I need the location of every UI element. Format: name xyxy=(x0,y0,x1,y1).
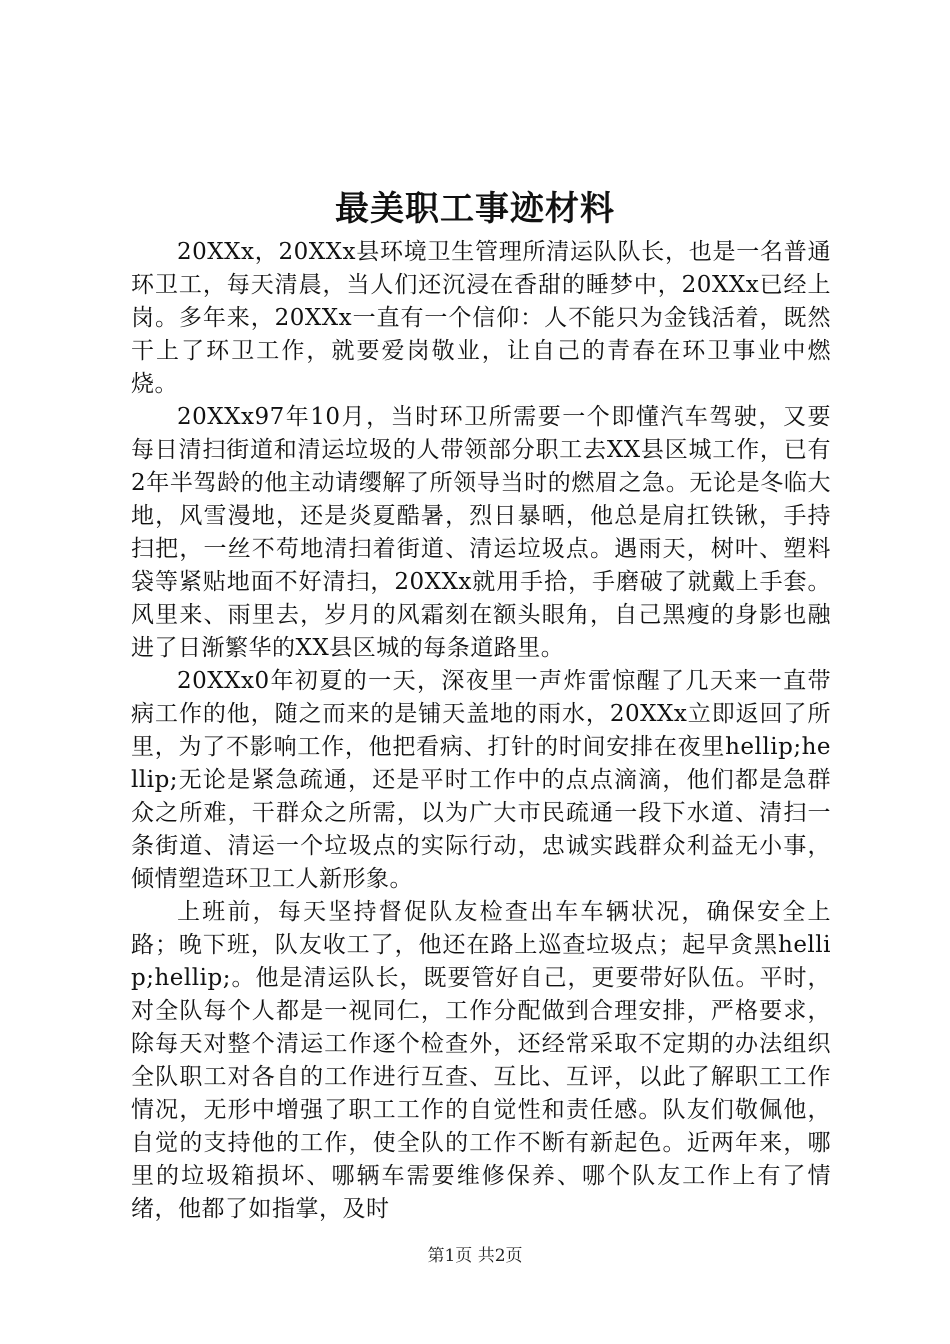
paragraph-4: 上班前，每天坚持督促队友检查出车车辆状况，确保安全上路；晚下班，队友收工了，他还在路上巡查垃圾点；起早贪黑hellip;hellip;。他是清运队长，既要管好自己，更要带好队伍。平时，对全队每个人都是一视同仁，工作分配做到合理安排，严格要求，除每天对整个清运工作逐个检查外，还经常采取不定期的办法组织全队职工对各自的工作进行互查、互比、互评，以此了解职工工作情况，无形中增强了职工工作的自觉性和责任感。队友们敬佩他，自觉的支持他的工作，使全队的工作不断有新起色。近两年来，哪里的垃圾箱损坏、哪辆车需要维修保养、哪个队友工作上有了情绪，他都了如指掌，及时 xyxy=(131,899,831,1222)
paragraph-1: 20XXx，20XXx县环境卫生管理所清运队队长，也是一名普通环卫工，每天清晨，当人们还沉浸在香甜的睡梦中，20XXx已经上岗。多年来，20XXx一直有一个信仰：人不能只为金钱活着，既然干上了环卫工作，就要爱岗敬业，让自己的青春在环卫事业中燃烧。 xyxy=(131,239,831,397)
document-body xyxy=(131,236,831,1226)
document-title: 最美职工事迹材料 xyxy=(335,189,615,229)
paragraph-3: 20XXx0年初夏的一天，深夜里一声炸雷惊醒了几天来一直带病工作的他，随之而来的是铺天盖地的雨水，20XXx立即返回了所里，为了不影响工作，他把看病、打针的时间安排在夜里hellip;hellip;无论是紧急疏通，还是平时工作中的点点滴滴，他们都是急群众之所难，干群众之所需，以为广大市民疏通一段下水道、清扫一条街道、清运一个垃圾点的实际行动，忠诚实践群众利益无小事，倾情塑造环卫工人新形象。 xyxy=(131,668,831,892)
paragraph-2: 20XXx97年10月，当时环卫所需要一个即懂汽车驾驶，又要每日清扫街道和清运垃圾的人带领部分职工去XX县区城工作，已有2年半驾龄的他主动请缨解了所领导当时的燃眉之急。无论是冬临大地，风雪漫地，还是炎夏酷暑，烈日暴晒，他总是肩扛铁锹，手持扫把，一丝不苟地清扫着街道、清运垃圾点。遇雨天，树叶、塑料袋等紧贴地面不好清扫，20XXx就用手拾，手磨破了就戴上手套。风里来、雨里去，岁月的风霜刻在额头眼角，自己黑瘦的身影也融进了日渐繁华的XX县区城的每条道路里。 xyxy=(131,404,831,661)
page-footer xyxy=(0,1244,950,1268)
page-number-label: 第1页 共2页 xyxy=(427,1246,523,1266)
